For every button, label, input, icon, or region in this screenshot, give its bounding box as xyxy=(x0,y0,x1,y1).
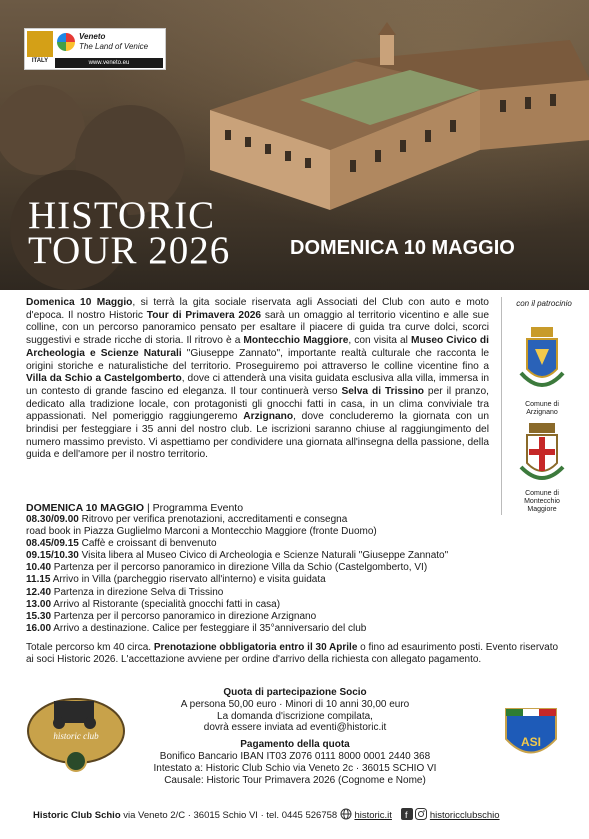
quota-line: La domanda d'iscrizione compilata, xyxy=(217,710,373,722)
veneto-url: www.veneto.eu xyxy=(55,58,163,68)
footer-club-name: Historic Club Schio xyxy=(33,810,121,822)
list-item: road book in Piazza Guglielmo Marconi a Montecchio Maggiore (fronte Duomo) xyxy=(26,526,377,538)
comune-arzignano: Comune di Arzignano xyxy=(525,401,559,416)
event-date: DOMENICA 10 MAGGIO xyxy=(290,237,515,259)
list-item: 13.00 Arrivo al Ristorante (specialità gnocchi fatti in casa) xyxy=(26,598,281,610)
program-list xyxy=(26,514,566,635)
asi-logo-text: ASI xyxy=(520,735,542,749)
quota-section xyxy=(130,687,460,786)
veneto-name: Veneto xyxy=(79,32,106,41)
list-item: 08.30/09.00 Ritrovo per verifica prenotazioni, accreditamenti e consegna xyxy=(26,514,348,525)
footer-address: via Veneto 2/C · 36015 Schio VI · tel. 0445 526758 xyxy=(120,810,340,822)
payment-line: Intestato a: Historic Club Schio via Veneto 2c · 36015 SCHIO VI xyxy=(153,762,437,774)
social-handle-link[interactable]: historicclubschio xyxy=(429,810,500,822)
list-item: 15.30 Partenza per il percorso panoramico in direzione Arzignano xyxy=(26,610,317,622)
footer xyxy=(33,808,500,823)
payment-line: Causale: Historic Tour Primavera 2026 (Cognome e Nome) xyxy=(164,774,426,786)
list-item: 11.15 Arrivo in Villa (parcheggio riservato all'interno) e visita guidata xyxy=(26,574,326,586)
villa-illustration xyxy=(150,20,589,230)
montecchio-crest-icon xyxy=(517,421,567,489)
website-link[interactable]: historic.it xyxy=(354,810,392,822)
patronage-label: con il patrocinio xyxy=(516,299,572,308)
comune-montecchio: Comune di Montecchio Maggiore xyxy=(524,490,560,513)
payment-title: Pagamento della quota xyxy=(240,739,350,751)
title-line-2: TOUR 2026 xyxy=(28,229,231,272)
quota-line: A persona 50,00 euro · Minori di 10 anni 30,00 euro xyxy=(180,698,410,710)
club-logo-text: historic club xyxy=(53,731,99,741)
instagram-icon[interactable] xyxy=(415,808,427,823)
globe-icon xyxy=(340,808,352,823)
hero-photo xyxy=(0,0,589,290)
facebook-icon[interactable] xyxy=(401,808,413,823)
veneto-circle-icon xyxy=(57,33,75,51)
payment-line: Bonifico Bancario IBAN IT03 Z076 0111 8000 0001 2440 368 xyxy=(159,750,431,762)
quota-title: Quota di partecipazione Socio xyxy=(223,687,367,698)
veneto-logo xyxy=(24,28,166,70)
arzignano-crest-icon xyxy=(517,325,567,397)
list-item: 16.00 Arrivo a destinazione. Calice per festeggiare il 35°anniversario del club xyxy=(26,622,367,634)
intro-paragraph: Domenica 10 Maggio, si terrà la gita sociale riservata agli Associati del Club con auto e moto d'epoca. Il nostro Historic Tour di Primavera 2026 sarà un omaggio al territorio vicentino e alle sue colline, con un percorso panoramico pensato per esaltare il piacere di guida tra curve dolci, scorci suggestivi e strade ricche di storia. Il ritrovo è a Montecchio Maggiore, con visita al Museo Civico di Archeologia e Scienze Naturali "Giuseppe Zannato", importante realtà culturale che racconta le origini storiche e naturalistiche del territorio. Proseguiremo poi attraverso le colline vicentine fino a Villa da Schio a Castelgomberto, dove ci attenderà una visita guidata esclusiva alla villa, immersa in un contesto di grande fascino ed eleganza. Il tour continuerà verso Selva di Trissino per il pranzo, dedicato alla tradizione locale, con protagonisti gli gnocchi fatti in casa, in un clima conviviale tra appassionati. Nel pomeriggio raggiungeremo Arzignano, dove concluderemo la giornata con un brindisi per festeggiare i 35 anni del nostro club. Le iscrizioni saranno chiuse al raggiungimento del numero massimo previsto. Vi aspettiamo per condividere una giornata all'insegna della passione, della guida e dell'amore per il nostro territorio. xyxy=(26,297,490,461)
veneto-flag-icon xyxy=(27,31,53,57)
list-item: 12.40 Partenza in direzione Selva di Trissino xyxy=(26,586,224,598)
patronage-divider xyxy=(501,297,502,515)
quota-line: dovrà essere inviata ad eventi@historic.it xyxy=(203,722,387,734)
asi-logo xyxy=(501,704,561,764)
veneto-tagline: The Land of Venice xyxy=(79,42,149,51)
historic-club-logo xyxy=(26,693,126,775)
veneto-country: ITALY xyxy=(31,58,49,64)
list-item: 10.40 Partenza per il percorso panoramico in direzione Villa da Schio (Castelgomberto, VI) xyxy=(26,562,428,574)
program-title: DOMENICA 10 MAGGIO | Programma Evento xyxy=(26,502,244,514)
list-item: 08.45/09.15 Caffè e croissant di benvenuto xyxy=(26,538,217,550)
svg-text:f: f xyxy=(404,810,408,820)
list-item: 09.15/10.30 Visita libera al Museo Civico di Archeologia e Scienze Naturali "Giuseppe Zannato" xyxy=(26,550,449,562)
notes-paragraph: Totale percorso km 40 circa. Prenotazione obbligatoria entro il 30 Aprile o fino ad esaurimento posti. Evento riservato ai soci Historic 2026. L'accettazione avviene per ordine d'arrivo della richiesta con allegato pagamento. xyxy=(26,642,559,666)
title-line-1: HISTORIC xyxy=(28,194,216,237)
